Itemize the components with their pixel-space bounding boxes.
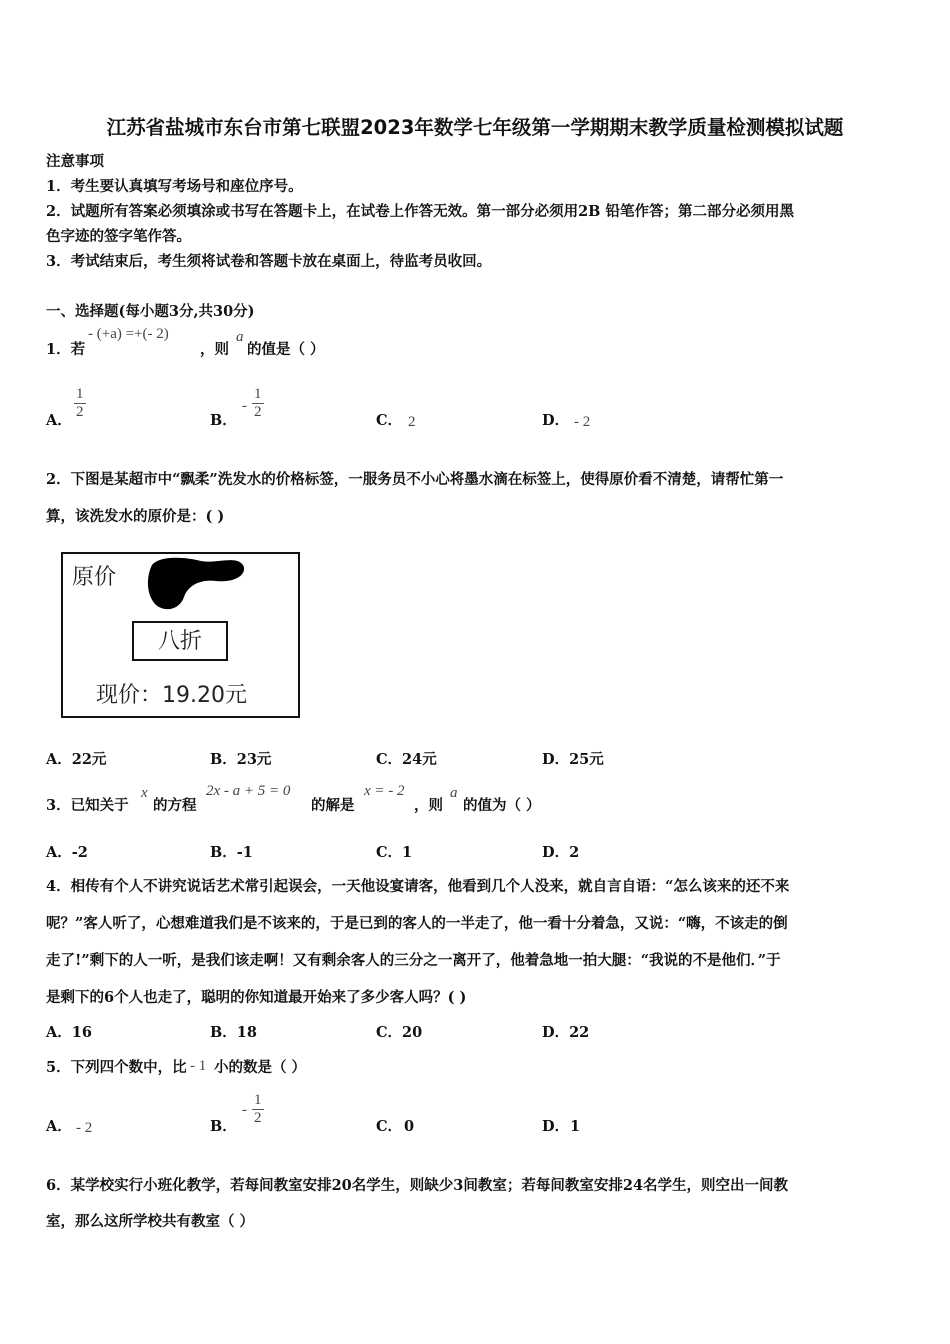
- q3-option-d: D．2: [542, 844, 580, 861]
- section-heading: 一、选择题(每小题3分,共30分): [46, 303, 255, 320]
- q5-option-d-label: D．: [542, 1118, 570, 1135]
- q3-a: a: [450, 785, 458, 801]
- notice-item: 3．考试结束后，考生须将试卷和答题卡放在桌面上，待监考员收回。: [46, 253, 492, 270]
- q3-part1: 3．已知关于: [46, 797, 129, 814]
- q4-line: 是剩下的6个人也走了，聪明的你知道最开始来了多少客人吗？( ): [46, 989, 467, 1006]
- q5-part2: 小的数是（ ）: [214, 1059, 307, 1076]
- q1-option-a-label: A．: [46, 412, 72, 429]
- q1-expression: - (+a) =+(- 2): [88, 326, 169, 342]
- question-1: [46, 340, 85, 360]
- q4-option-d: D．22: [542, 1024, 590, 1041]
- q6-line1: 6．某学校实行小班化教学，若每间教室安排20名学生，则缺少3间教室；若每间教室安排24名学生，则空出一间教: [46, 1177, 789, 1194]
- q5-option-b-label: B．: [210, 1118, 237, 1135]
- q6-line2: 室，那么这所学校共有教室（ ）: [46, 1213, 255, 1230]
- q5-option-a-label: A．: [46, 1118, 72, 1135]
- q3-part4: ，则: [414, 797, 443, 814]
- notice-item: 2．试题所有答案必须填涂或书写在答题卡上，在试卷上作答无效。第一部分必须用2B 铅笔作答；第二部分必须用黑: [46, 203, 794, 220]
- q5-number: - 1: [190, 1058, 207, 1074]
- q2-option-c: C．24元: [376, 751, 437, 768]
- q5-option-a-value: - 2: [76, 1120, 93, 1136]
- current-price: 现价：19.20元: [96, 683, 247, 708]
- q1-option-d-label: D．: [542, 412, 570, 429]
- q5-option-b-value: $\frac{1}{2}$: [254, 1092, 262, 1126]
- q5-option-c-label: C．: [376, 1118, 403, 1135]
- q3-option-c: C．1: [376, 844, 413, 861]
- q3-equation: 2x - a + 5 = 0: [206, 783, 291, 799]
- q4-option-a: A．16: [46, 1024, 92, 1041]
- q1-prefix: 1．若: [46, 341, 86, 358]
- exam-title: 江苏省盐城市东台市第七联盟2023年数学七年级第一学期期末教学质量检测模拟试题: [106, 116, 844, 139]
- discount-label: 八折: [157, 629, 202, 654]
- q3-part5: 的值为（ ）: [463, 797, 541, 814]
- q1-option-a-value: $\frac{1}{2}$: [76, 386, 84, 420]
- q1-mid: ，则: [200, 341, 229, 358]
- notice-item: 色字迹的签字笔作答。: [46, 228, 191, 245]
- price-tag-original-label: 原价: [72, 565, 117, 590]
- q3-solution: x = - 2: [364, 783, 405, 799]
- q5-option-d-value: 1: [570, 1118, 581, 1135]
- q4-line: 呢？”客人听了，心想难道我们是不该来的，于是已到的客人的一半走了，他一看十分着急，又说：“嗨，不该走的倒: [46, 915, 788, 932]
- q2-option-a: A．22元: [46, 751, 107, 768]
- q1-option-b-value: $\frac{1}{2}$: [254, 386, 262, 420]
- q2-line2: 算，该洗发水的原价是：( ): [46, 508, 225, 525]
- q1-option-b-sign: -: [242, 398, 247, 414]
- q5-option-c-value: 0: [404, 1118, 415, 1135]
- q1-option-d-value: - 2: [574, 414, 591, 430]
- q2-option-b: B．23元: [210, 751, 272, 768]
- q1-option-c-value: 2: [408, 414, 416, 430]
- q5-part1: 5．下列四个数中，比: [46, 1059, 187, 1076]
- q4-option-b: B．18: [210, 1024, 257, 1041]
- q1-suffix: 的值是（ ）: [247, 341, 325, 358]
- q2-line1: 2．下图是某超市中“飘柔”洗发水的价格标签，一服务员不小心将墨水滴在标签上，使得原价看不清楚，请帮忙第一: [46, 471, 784, 488]
- q1-option-b-label: B．: [210, 412, 237, 429]
- q2-option-d: D．25元: [542, 751, 604, 768]
- q3-part3: 的解是: [311, 797, 355, 814]
- q1-option-c-label: C．: [376, 412, 403, 429]
- q4-option-c: C．20: [376, 1024, 423, 1041]
- notice-heading: 注意事项: [46, 153, 104, 170]
- q3-option-a: A．-2: [46, 844, 88, 861]
- notice-item: 1．考生要认真填写考场号和座位序号。: [46, 178, 303, 195]
- q1-variable: a: [236, 329, 244, 345]
- q3-x: x: [141, 785, 148, 801]
- q4-line: 走了!”剩下的人一听，是我们该走啊！又有剩余客人的三分之一离开了，他着急地一拍大腿：“我说的不是他们．”于: [46, 952, 781, 969]
- q3-option-b: B．-1: [210, 844, 253, 861]
- q3-part2: 的方程: [153, 797, 197, 814]
- q5-option-b-sign: -: [242, 1102, 247, 1118]
- q4-line: 4．相传有个人不讲究说话艺术常引起误会，一天他设宴请客，他看到几个人没来，就自言自语：“怎么该来的还不来: [46, 878, 790, 895]
- ink-blot-icon: [146, 555, 246, 613]
